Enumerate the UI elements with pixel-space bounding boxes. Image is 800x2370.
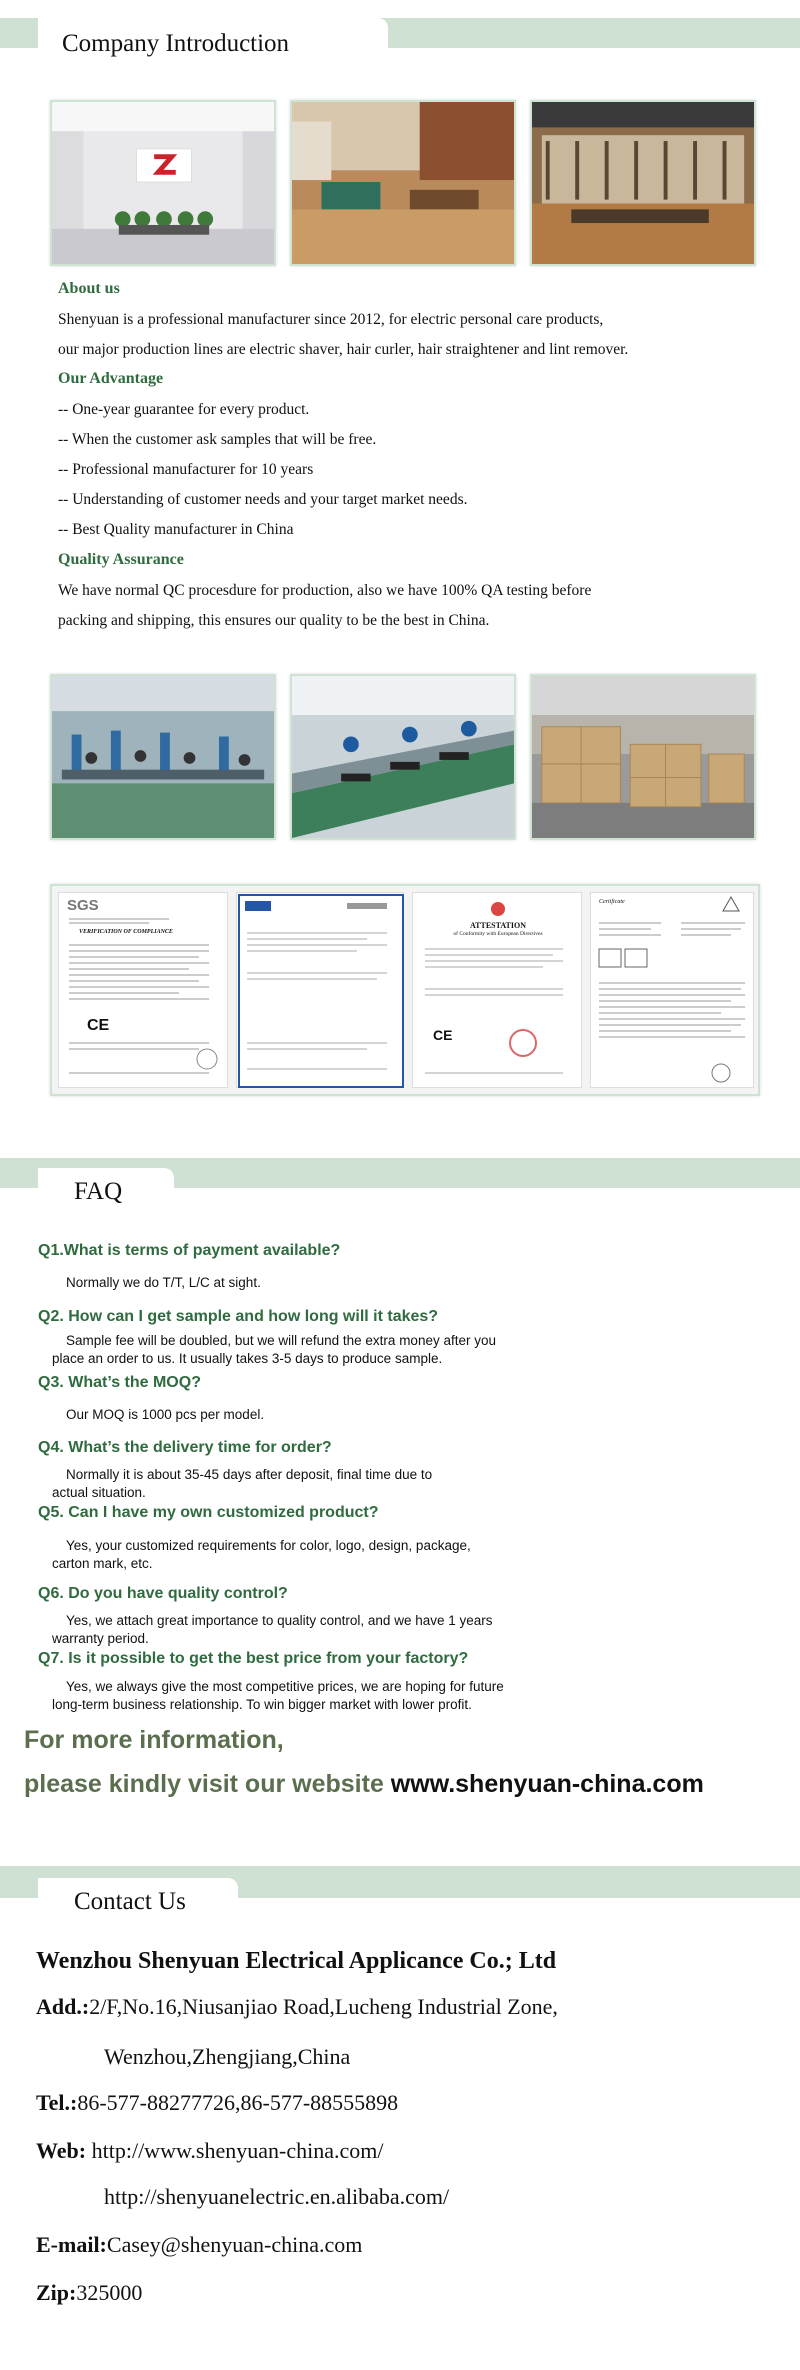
faq-q2: Q2. How can I get sample and how long will it takes? [38,1308,439,1325]
advantage-heading: Our Advantage [58,370,164,387]
blue-certificate [236,892,404,1088]
workers-line-photo [290,674,516,840]
faq-a5-line2: carton mark, etc. [52,1556,153,1571]
advantage-line-1: -- One-year guarantee for every product. [58,401,310,418]
tuv-certificate [590,892,754,1088]
about-line-2: our major production lines are electric shaver, hair curler, hair straightener and lint remover. [58,341,629,358]
faq-a2-line2: place an order to us. It usually takes 3-5 days to produce sample. [52,1351,443,1366]
faq-a4-line2: actual situation. [52,1485,146,1500]
faq-a1-line1: Normally we do T/T, L/C at sight. [66,1275,261,1290]
about-line-1: Shenyuan is a professional manufacturer since 2012, for electric personal care products, [58,311,604,328]
sgs-certificate [58,892,228,1088]
assembly-line-photo [50,674,276,840]
advantage-line-2: -- When the customer ask samples that will be free. [58,431,377,448]
web-link-2[interactable]: http://shenyuanelectric.en.alibaba.com/ [104,2184,450,2209]
tel-label: Tel.: [36,2090,78,2115]
faq-q5: Q5. Can I have my own customized product? [38,1504,379,1521]
zip-line [36,2280,142,2306]
certificate-word: Certificate [599,899,625,905]
faq-a2-line1: Sample fee will be doubled, but we will refund the extra money after you [66,1333,496,1348]
advantage-line-5: -- Best Quality manufacturer in China [58,521,294,538]
sgs-logo: SGS [67,897,99,914]
advantage-line-4: -- Understanding of customer needs and your target market needs. [58,491,468,508]
warehouse-photo [530,674,756,840]
faq-q6: Q6. Do you have quality control? [38,1585,288,1602]
web-link-1[interactable]: http://www.shenyuan-china.com/ [86,2138,384,2163]
tel-value: 86-577-88277726,86-577-88555898 [77,2090,399,2115]
faq-q1: Q1.What is terms of payment available? [38,1242,341,1259]
zip-label: Zip: [36,2280,77,2305]
quality-heading: Quality Assurance [58,551,184,568]
faq-a7-line1: Yes, we always give the most competitive prices, we are hoping for future [66,1679,504,1694]
about-heading: About us [58,280,120,297]
certificates-strip [50,884,760,1096]
zip-value: 325000 [76,2280,143,2305]
attestation-title: ATTESTATION [469,921,526,930]
tel-line [36,2090,398,2116]
website-link[interactable]: www.shenyuan-china.com [390,1770,704,1798]
faq-a7-line2: long-term business relationship. To win bigger market with lower profit. [52,1697,472,1712]
faq-a4-line1: Normally it is about 35-45 days after deposit, final time due to [66,1467,433,1482]
more-info-line2 [24,1770,704,1799]
faq-q4: Q4. What’s the delivery time for order? [38,1439,332,1456]
display-room-photo [530,100,756,266]
web-label: Web: [36,2138,87,2163]
faq-q7: Q7. Is it possible to get the best price from your factory? [38,1650,469,1667]
showroom-photo [290,100,516,266]
faq-a6-line2: warranty period. [52,1631,149,1646]
advantage-line-3: -- Professional manufacturer for 10 years [58,461,314,478]
ce-mark-2: CE [433,1027,453,1043]
attestation-subtitle: of Conformity with European Directives [453,931,543,937]
address-label: Add.: [36,1994,90,2019]
faq-a5-line1: Yes, your customized requirements for color, logo, design, package, [66,1538,471,1553]
faq-a3-line1: Our MOQ is 1000 pcs per model. [66,1407,265,1422]
more-info-text: please kindly visit our website [24,1770,391,1798]
attestation-certificate [412,892,582,1088]
email-value[interactable]: Casey@shenyuan-china.com [106,2232,363,2257]
contact-title: Contact Us [74,1888,186,1915]
quality-line-1: We have normal QC procesdure for production, also we have 100% QA testing before [58,582,592,599]
quality-line-2: packing and shipping, this ensures our quality to be the best in China. [58,612,490,629]
sgs-certificate-title: VERIFICATION OF COMPLIANCE [79,929,173,935]
faq-a6-line1: Yes, we attach great importance to quality control, and we have 1 years [66,1613,493,1628]
faq-q3: Q3. What’s the MOQ? [38,1374,201,1391]
office-photo [50,100,276,266]
address-line1 [36,1994,558,2020]
email-line [36,2232,362,2258]
company-name: Wenzhou Shenyuan Electrical Applicance Co.; Ltd [36,1948,557,1974]
address-value-1: 2/F,No.16,Niusanjiao Road,Lucheng Industrial Zone, [89,1994,558,2019]
more-info-line1: For more information, [24,1726,284,1754]
email-label: E-mail: [36,2232,107,2257]
ce-mark-1: CE [87,1017,110,1034]
faq-title: FAQ [74,1178,123,1205]
address-line2: Wenzhou,Zhengjiang,China [104,2044,351,2069]
company-title: Company Introduction [62,30,290,57]
web-line1 [36,2138,383,2164]
